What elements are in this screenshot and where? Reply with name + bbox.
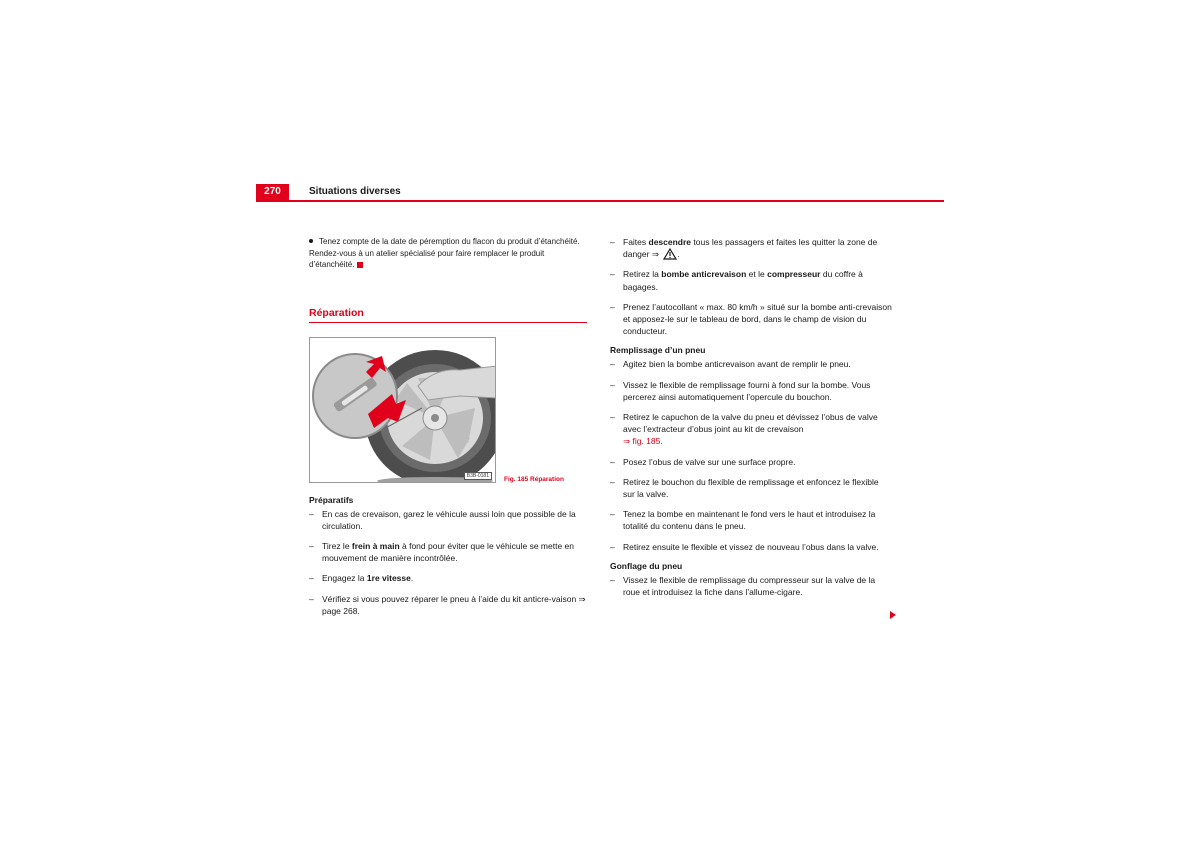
preparatifs-list	[309, 508, 587, 617]
continue-arrow-icon	[890, 611, 896, 619]
section-title: Réparation	[309, 307, 587, 323]
list-item: – Prenez l’autocollant « max. 80 km/h » situé sur la bombe anti-crevaison et apposez-le sur le tableau de bord, dans le champ de vision du conducteur.	[610, 301, 892, 338]
list-item: – En cas de crevaison, garez le véhicule aussi loin que possible de la circulation.	[309, 508, 587, 532]
list-item: – Agitez bien la bombe anticrevaison avant de remplir le pneu.	[610, 358, 892, 370]
list-item: – Retirez ensuite le flexible et vissez de nouveau l’obus dans la valve.	[610, 541, 892, 553]
list-item: – Tenez la bombe en maintenant le fond vers le haut et introduisez la totalité du contenu dans le pneu.	[610, 508, 892, 532]
page-number: 270	[256, 184, 289, 200]
figure-code: B3B-0181	[464, 472, 492, 480]
tyre-repair-image	[310, 338, 496, 483]
end-of-section-icon	[357, 262, 363, 268]
header-rule	[256, 200, 944, 202]
list-item: – Retirez la bombe anticrevaison et le compresseur du coffre à bagages.	[610, 268, 892, 292]
list-item: – Vissez le flexible de remplissage fourni à fond sur la bombe. Vous percerez ainsi automatiquement l’opercule du bouchon.	[610, 379, 892, 403]
page-header	[256, 184, 944, 202]
repair-illustration	[309, 337, 496, 483]
remplissage-list	[610, 358, 892, 552]
list-item: – Vissez le flexible de remplissage du compresseur sur la valve de la roue et introduisez la fiche dans l’allume-cigare.	[610, 574, 892, 598]
preparatifs-heading: Préparatifs	[309, 494, 354, 505]
bullet-icon	[309, 239, 313, 243]
gonflage-list	[610, 574, 892, 598]
list-item: – Engagez la 1re vitesse.	[309, 572, 587, 584]
gonflage-heading: Gonflage du pneu	[610, 560, 683, 571]
remplissage-heading: Remplissage d’un pneu	[610, 345, 706, 356]
warning-triangle-icon	[663, 248, 677, 260]
figure-caption: Fig. 185 Réparation	[504, 475, 564, 483]
right-column	[610, 236, 892, 606]
list-item: – Vérifiez si vous pouvez réparer le pneu à l’aide du kit anticre-vaison ⇒ page 268.	[309, 593, 587, 617]
expiry-note	[309, 236, 587, 271]
list-item: – Tirez le frein à main à fond pour éviter que le véhicule se mette en mouvement de manière incontrôlée.	[309, 540, 587, 564]
list-item: – Faites descendre tous les passagers et faites les quitter la zone de danger ⇒ .	[610, 236, 892, 260]
list-item: – Retirez le capuchon de la valve du pneu et dévissez l’obus de valve avec l’extracteur d’obus joint au kit de crevaison ⇒ fig. 185.	[610, 411, 892, 448]
expiry-note-text: Tenez compte de la date de péremption du flacon du produit d’étanchéité. Rendez-vous à un atelier spécialisé pour faire remplacer le produit d’étanchéité.	[309, 237, 580, 269]
figure-row	[309, 337, 587, 485]
intro-list	[610, 236, 892, 337]
chapter-title: Situations diverses	[309, 186, 401, 197]
figure-reference-link[interactable]: ⇒ fig. 185	[623, 436, 661, 447]
list-item: – Posez l’obus de valve sur une surface propre.	[610, 456, 892, 468]
preparatifs-section	[309, 495, 587, 617]
left-column	[309, 236, 587, 625]
list-item: – Retirez le bouchon du flexible de remplissage et enfoncez le flexible sur la valve.	[610, 476, 892, 500]
